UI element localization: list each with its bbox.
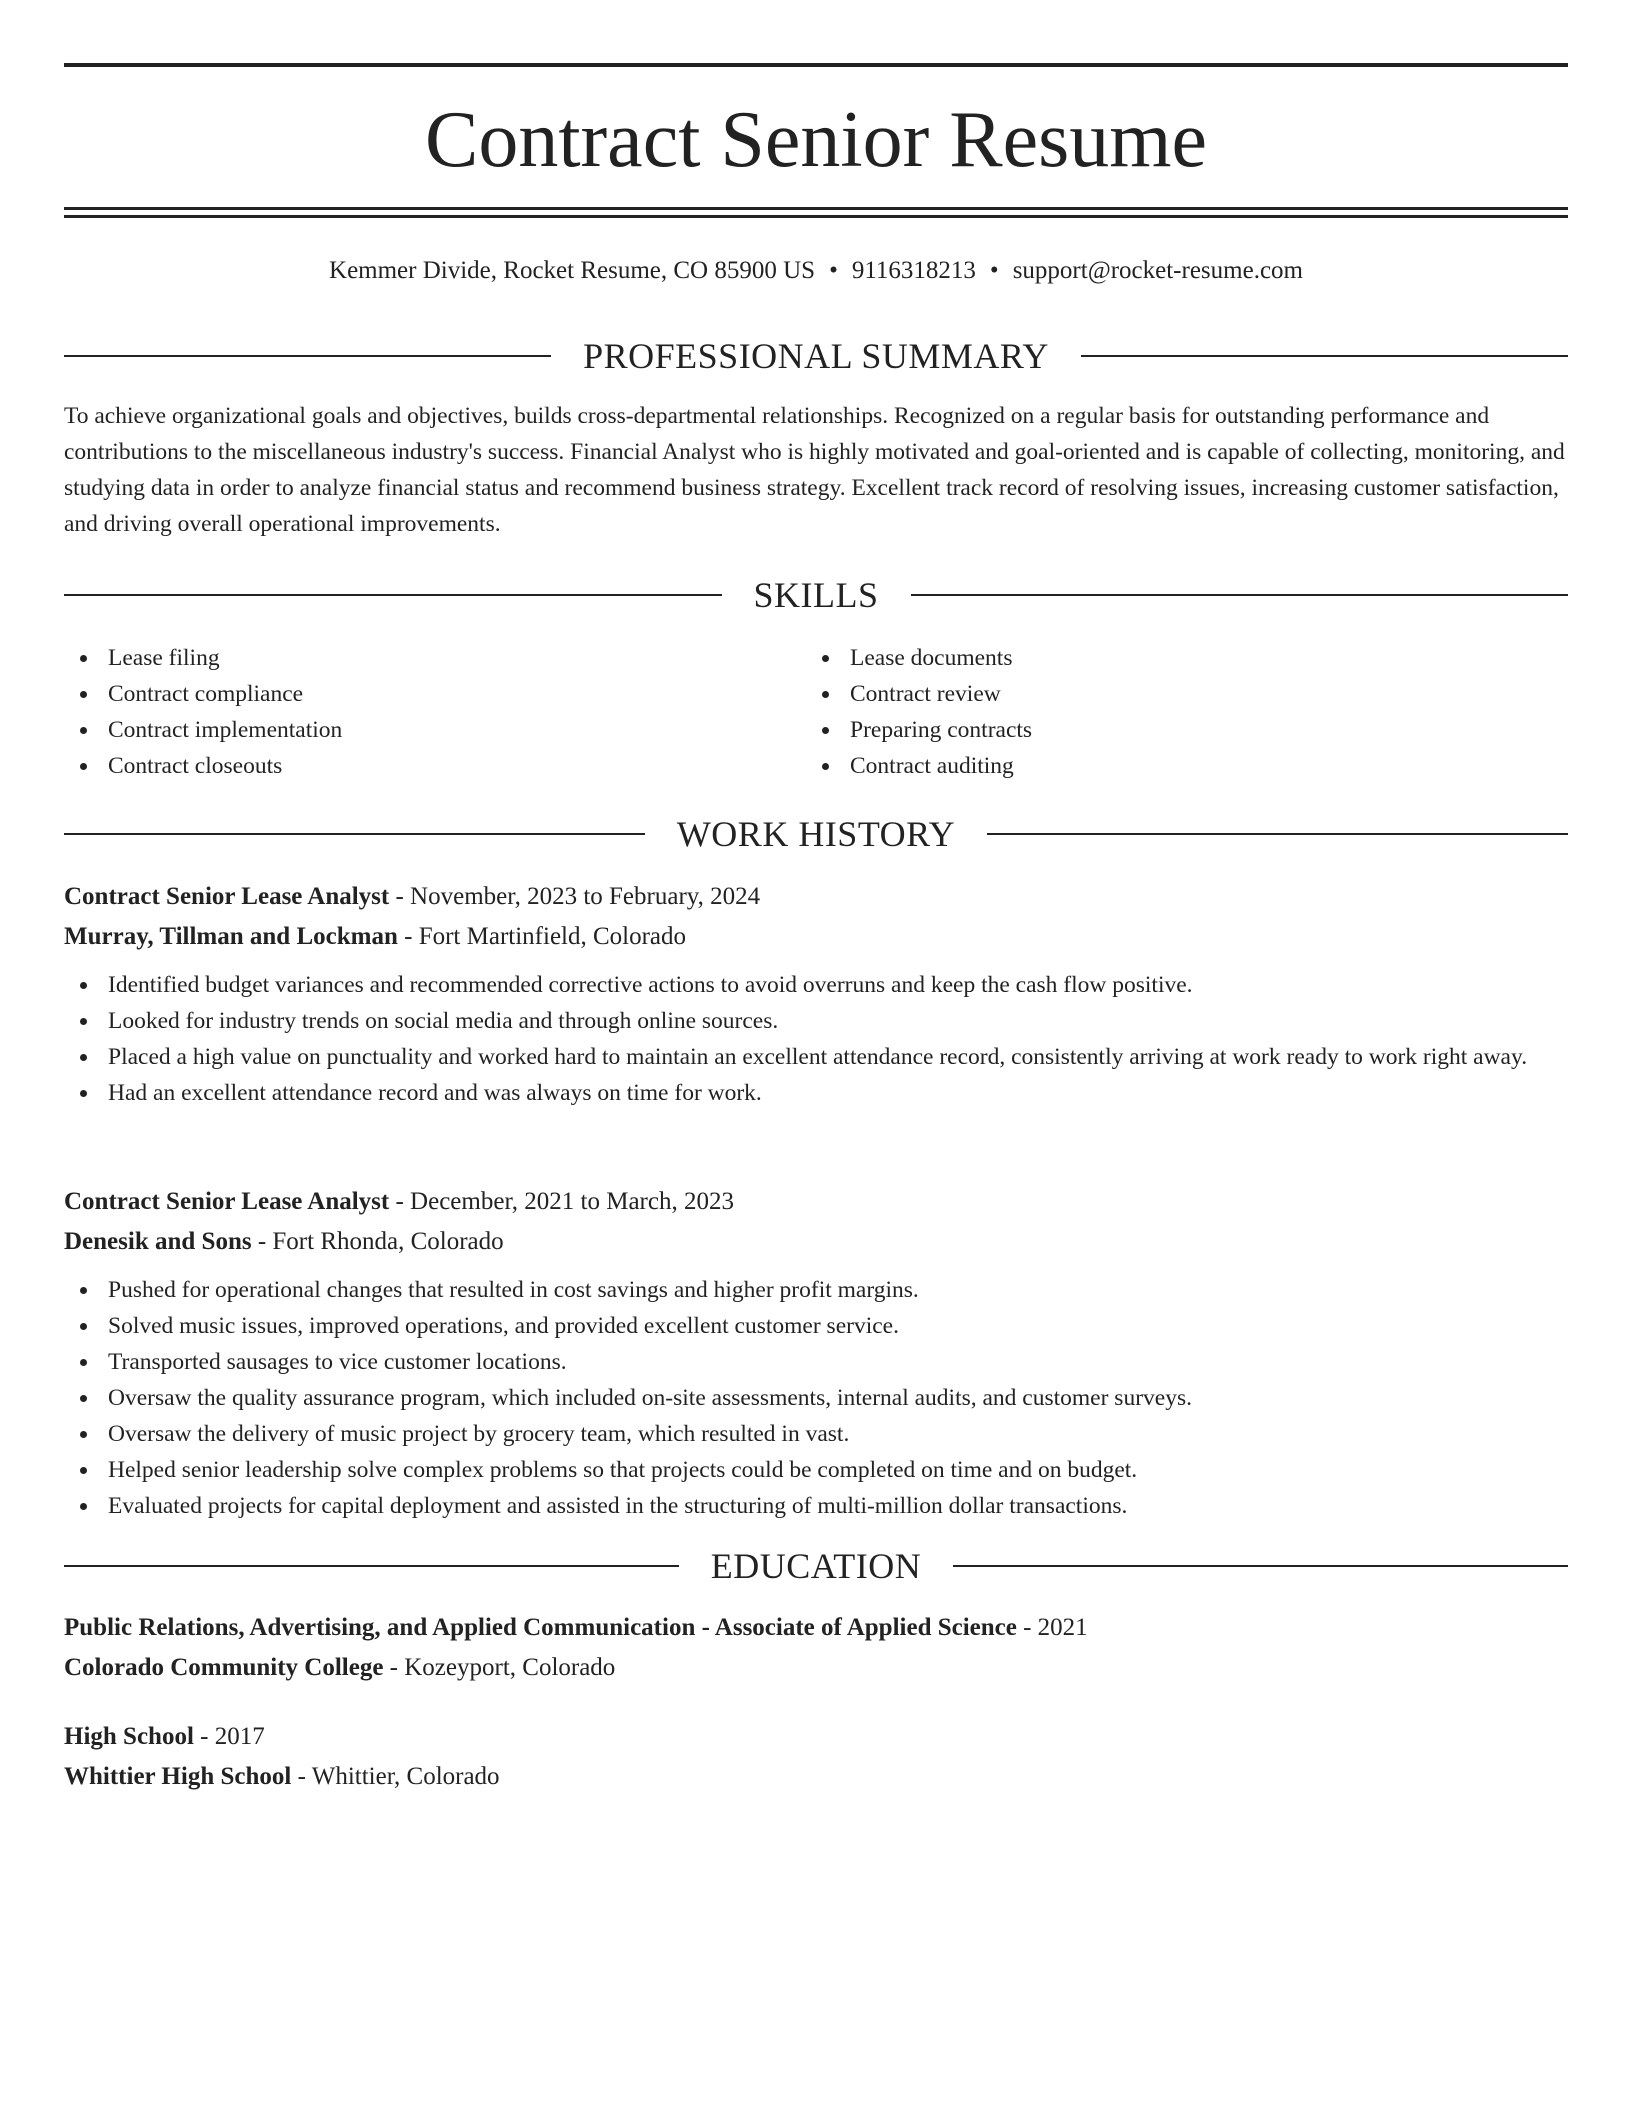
contact-line xyxy=(64,254,1568,288)
section-header-work xyxy=(64,812,1568,856)
job-dates: - November, 2023 to February, 2024 xyxy=(389,883,761,910)
section-header-summary xyxy=(64,334,1568,378)
job-bullet: Had an excellent attendance record and was always on time for work. xyxy=(64,1075,1568,1111)
job-bullet: Solved music issues, improved operations, and provided excellent customer service. xyxy=(64,1308,1568,1344)
education-location: - Whittier, Colorado xyxy=(291,1763,500,1790)
summary-text: To achieve organizational goals and objectives, builds cross-departmental relationships. Recognized on a regular basis for outstanding performance and contributions to the miscellaneous industry's success. Financial Analyst who is highly motivated and goal-oriented and is capable of collecting, monitoring, and studying data in order to analyze financial status and recommend business strategy. Excellent track record of resolving issues, increasing customer satisfaction, and driving overall operational improvements. xyxy=(64,403,1565,537)
divider-line xyxy=(64,355,551,357)
divider-line xyxy=(64,1565,679,1567)
divider-line xyxy=(953,1565,1568,1567)
job-bullet: Oversaw the delivery of music project by grocery team, which resulted in vast. xyxy=(64,1416,1568,1452)
job-bullet: Identified budget variances and recommended corrective actions to avoid overruns and keep the cash flow positive. xyxy=(64,967,1568,1003)
divider-line xyxy=(911,594,1569,596)
divider-line xyxy=(64,833,645,835)
skill-item: Contract compliance xyxy=(64,676,804,712)
education-year: - 2021 xyxy=(1016,1614,1088,1641)
divider-line xyxy=(1081,355,1568,357)
title-rule-lower xyxy=(64,215,1568,218)
job-company: Murray, Tillman and Lockman xyxy=(64,923,398,950)
section-title-work: WORK HISTORY xyxy=(676,814,956,854)
section-title-education: EDUCATION xyxy=(710,1546,922,1586)
job-entry xyxy=(64,1182,1568,1524)
section-title-summary: PROFESSIONAL SUMMARY xyxy=(583,336,1049,376)
job-entry xyxy=(64,877,1568,1111)
skills-list-left xyxy=(64,640,804,784)
skill-item: Contract closeouts xyxy=(64,748,804,784)
education-location: - Kozeyport, Colorado xyxy=(383,1654,616,1681)
divider-line xyxy=(987,833,1568,835)
skill-item: Preparing contracts xyxy=(806,712,1546,748)
skill-item: Contract auditing xyxy=(806,748,1546,784)
job-location: - Fort Martinfield, Colorado xyxy=(397,923,687,950)
education-year: - 2017 xyxy=(193,1723,265,1750)
job-bullet: Pushed for operational changes that resulted in cost savings and higher profit margins. xyxy=(64,1272,1568,1308)
education-school: Whittier High School xyxy=(64,1763,292,1790)
job-bullet: Transported sausages to vice customer locations. xyxy=(64,1344,1568,1380)
job-title: Contract Senior Lease Analyst xyxy=(64,883,390,910)
top-rule xyxy=(64,63,1568,67)
skills-list-right xyxy=(806,640,1546,784)
job-bullet: Evaluated projects for capital deployment and assisted in the structuring of multi-million dollar transactions. xyxy=(64,1488,1568,1524)
education-school-line xyxy=(64,1648,1568,1688)
section-header-skills xyxy=(64,573,1568,617)
contact-email: support@rocket-resume.com xyxy=(1012,257,1303,284)
job-dates: - December, 2021 to March, 2023 xyxy=(389,1188,734,1215)
education-entry xyxy=(64,1608,1568,1688)
divider-line xyxy=(64,594,722,596)
education-school-line xyxy=(64,1757,1568,1797)
contact-separator: • xyxy=(989,257,999,284)
skill-item: Lease documents xyxy=(806,640,1546,676)
job-bullet: Oversaw the quality assurance program, which included on-site assessments, internal audits, and customer surveys. xyxy=(64,1380,1568,1416)
job-company: Denesik and Sons xyxy=(64,1228,252,1255)
education-degree: Public Relations, Advertising, and Applied Communication - Associate of Applied Science xyxy=(64,1614,1017,1641)
job-company-line xyxy=(64,917,1568,957)
job-bullet: Helped senior leadership solve complex problems so that projects could be completed on time and on budget. xyxy=(64,1452,1568,1488)
job-title-line xyxy=(64,877,1568,917)
section-title-skills: SKILLS xyxy=(753,575,879,615)
job-location: - Fort Rhonda, Colorado xyxy=(251,1228,504,1255)
contact-separator: • xyxy=(829,257,838,284)
skill-item: Contract implementation xyxy=(64,712,804,748)
education-degree: High School xyxy=(64,1723,194,1750)
job-bullets xyxy=(64,967,1568,1111)
job-company-line xyxy=(64,1222,1568,1262)
job-bullets xyxy=(64,1272,1568,1524)
skill-item: Lease filing xyxy=(64,640,804,676)
education-entry xyxy=(64,1717,1568,1797)
education-degree-line xyxy=(64,1608,1568,1648)
skill-item: Contract review xyxy=(806,676,1546,712)
job-title: Contract Senior Lease Analyst xyxy=(64,1188,390,1215)
resume-title: Contract Senior Resume xyxy=(424,96,1208,184)
education-school: Colorado Community College xyxy=(64,1654,384,1681)
education-degree-line xyxy=(64,1717,1568,1757)
contact-address: Kemmer Divide, Rocket Resume, CO 85900 US xyxy=(329,257,816,284)
job-bullet: Looked for industry trends on social media and through online sources. xyxy=(64,1003,1568,1039)
job-bullet: Placed a high value on punctuality and worked hard to maintain an excellent attendance record, consistently arriving at work ready to work right away. xyxy=(64,1039,1568,1075)
job-title-line xyxy=(64,1182,1568,1222)
title-rule-upper xyxy=(64,207,1568,210)
contact-phone: 9116318213 xyxy=(851,257,976,284)
section-header-education xyxy=(64,1544,1568,1588)
